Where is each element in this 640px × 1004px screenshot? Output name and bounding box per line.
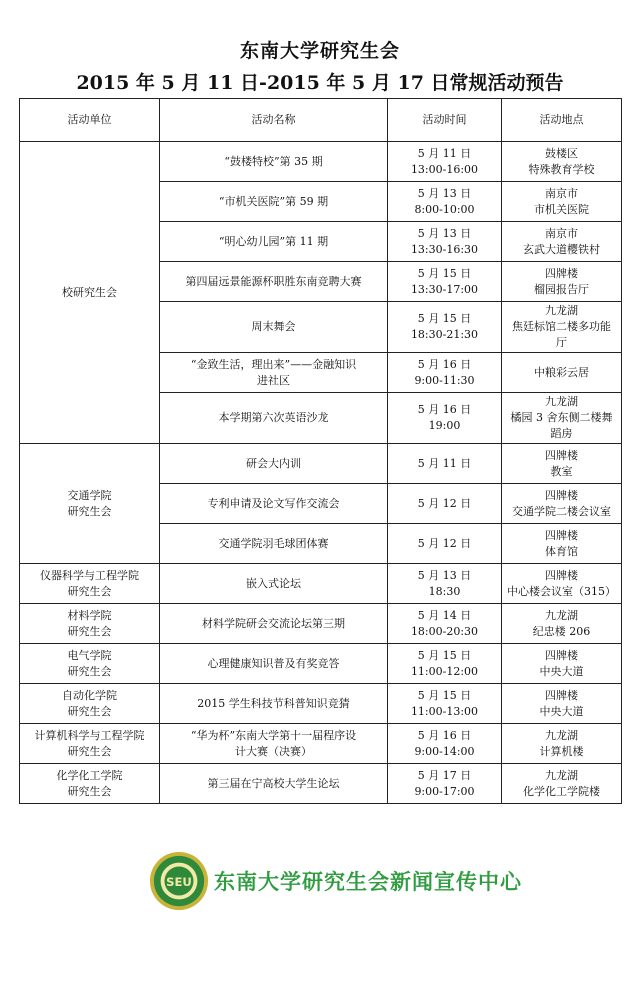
table-row xyxy=(20,644,622,684)
activity-name-cell xyxy=(160,302,388,353)
time-line: 9:00-14:00 xyxy=(414,744,475,758)
time-line: 13:30-17:00 xyxy=(410,282,479,296)
table-header-row xyxy=(20,99,622,142)
unit-line: 化学化工学院 xyxy=(56,768,123,782)
activity-name-cell xyxy=(160,222,388,262)
place-line: 厅 xyxy=(556,336,567,349)
activity-name-cell xyxy=(160,182,388,222)
name-line: “明心幼儿园”第 11 期 xyxy=(218,234,329,248)
place-line: 九龙湖 xyxy=(545,728,578,742)
activity-place-cell xyxy=(502,724,622,764)
page-subtitle: 2015 年 5 月 11 日-2015 年 5 月 17 日常规活动预告 xyxy=(76,72,564,94)
activity-time-cell xyxy=(388,393,502,444)
unit-line: 仪器科学与工程学院 xyxy=(40,568,139,582)
name-line: 第四届远景能源杯职胜东南竞聘大赛 xyxy=(185,274,362,288)
activity-time-cell xyxy=(388,764,502,804)
place-line: 四牌楼 xyxy=(545,448,578,462)
time-line: 5 月 15 日 xyxy=(417,266,472,280)
time-line: 5 月 15 日 xyxy=(417,648,472,662)
time-line: 19:00 xyxy=(428,419,461,432)
activity-time-cell xyxy=(388,644,502,684)
time-line: 5 月 16 日 xyxy=(417,357,472,371)
activity-name-cell xyxy=(160,484,388,524)
name-line: “市机关医院”第 59 期 xyxy=(218,194,329,208)
table-row xyxy=(20,142,622,182)
unit-line: 研究生会 xyxy=(67,624,112,638)
place-line: 焦廷标馆二楼多功能 xyxy=(512,320,611,333)
unit-line: 计算机科学与工程学院 xyxy=(34,728,145,742)
time-line: 5 月 15 日 xyxy=(417,688,472,702)
name-line: 本学期第六次英语沙龙 xyxy=(218,411,329,424)
name-line: 嵌入式论坛 xyxy=(246,576,301,590)
time-line: 13:00-16:00 xyxy=(410,162,479,176)
activity-place-cell xyxy=(502,484,622,524)
place-line: 教室 xyxy=(550,464,573,478)
place-line: 九龙湖 xyxy=(545,395,578,408)
activity-time-cell xyxy=(388,302,502,353)
time-line: 18:30 xyxy=(428,584,461,598)
unit-line: 电气学院 xyxy=(67,648,112,662)
activity-time-cell xyxy=(388,353,502,393)
time-line: 5 月 13 日 xyxy=(417,568,472,582)
activity-name-cell xyxy=(160,644,388,684)
page-title: 东南大学研究生会 xyxy=(239,40,400,62)
place-line: 纪忠楼 206 xyxy=(532,624,591,638)
place-line: 交通学院二楼会议室 xyxy=(512,504,611,518)
unit-line: 研究生会 xyxy=(67,504,112,518)
activity-time-cell xyxy=(388,142,502,182)
activity-time-cell xyxy=(388,604,502,644)
place-line: 中心楼会议室（315） xyxy=(507,584,616,598)
time-line: 5 月 17 日 xyxy=(417,768,472,782)
name-line: 第三届在宁高校大学生论坛 xyxy=(207,776,340,790)
unit-cell xyxy=(20,684,160,724)
activity-place-cell xyxy=(502,644,622,684)
header-unit: 活动单位 xyxy=(20,99,160,142)
activity-name-cell xyxy=(160,604,388,644)
name-line: 交通学院羽毛球团体赛 xyxy=(218,536,329,550)
activity-time-cell xyxy=(388,724,502,764)
table-row xyxy=(20,764,622,804)
time-line: 18:30-21:30 xyxy=(410,328,479,341)
activity-place-cell xyxy=(502,564,622,604)
place-line: 四牌楼 xyxy=(545,488,578,502)
activity-place-cell xyxy=(502,302,622,353)
activity-place-cell xyxy=(502,182,622,222)
time-line: 5 月 12 日 xyxy=(417,496,472,510)
time-line: 5 月 11 日 xyxy=(417,146,472,160)
time-line: 18:00-20:30 xyxy=(410,624,479,638)
place-line: 九龙湖 xyxy=(545,608,578,622)
activity-time-cell xyxy=(388,524,502,564)
name-line: “华为杯”东南大学第十一届程序设 xyxy=(190,728,357,742)
footer xyxy=(148,846,578,916)
unit-line: 研究生会 xyxy=(67,744,112,758)
place-line: 榴园报告厅 xyxy=(534,282,589,296)
name-line: 心理健康知识普及有奖竞答 xyxy=(207,656,340,670)
place-line: 化学化工学院楼 xyxy=(523,784,600,798)
unit-line: 研究生会 xyxy=(67,784,112,798)
place-line: 中粮彩云居 xyxy=(534,365,589,379)
name-line: 材料学院研会交流论坛第三期 xyxy=(202,616,345,630)
time-line: 9:00-11:30 xyxy=(414,373,475,387)
place-line: 四牌楼 xyxy=(545,528,578,542)
header-place: 活动地点 xyxy=(502,99,622,142)
name-line: 研会大内训 xyxy=(246,456,301,470)
activity-place-cell xyxy=(502,444,622,484)
time-line: 5 月 14 日 xyxy=(417,608,472,622)
unit-cell xyxy=(20,724,160,764)
unit-line: 交通学院 xyxy=(67,488,112,502)
time-line: 5 月 16 日 xyxy=(417,728,472,742)
name-line: 周末舞会 xyxy=(251,320,296,333)
activity-name-cell xyxy=(160,353,388,393)
table-row xyxy=(20,604,622,644)
activity-time-cell xyxy=(388,564,502,604)
activity-place-cell xyxy=(502,524,622,564)
time-line: 9:00-17:00 xyxy=(414,784,475,798)
name-line: 进社区 xyxy=(257,373,290,387)
activity-time-cell xyxy=(388,684,502,724)
activity-time-cell xyxy=(388,182,502,222)
time-line: 8:00-10:00 xyxy=(414,202,475,216)
activity-time-cell xyxy=(388,484,502,524)
activity-time-cell xyxy=(388,262,502,302)
time-line: 11:00-12:00 xyxy=(410,664,479,678)
place-line: 橘园 3 舍东侧二楼舞 xyxy=(510,411,613,424)
place-line: 市机关医院 xyxy=(534,202,589,216)
unit-cell xyxy=(20,764,160,804)
unit-cell xyxy=(20,564,160,604)
place-line: 四牌楼 xyxy=(545,648,578,662)
unit-cell xyxy=(20,142,160,444)
activity-place-cell xyxy=(502,142,622,182)
table-row xyxy=(20,444,622,484)
activity-place-cell xyxy=(502,684,622,724)
place-line: 中央大道 xyxy=(539,664,584,678)
activity-name-cell xyxy=(160,524,388,564)
activity-place-cell xyxy=(502,262,622,302)
table-row xyxy=(20,724,622,764)
place-line: 计算机楼 xyxy=(539,744,584,758)
name-line: “鼓楼特校”第 35 期 xyxy=(224,154,323,168)
name-line: “金致生活，理出来”——金融知识 xyxy=(190,357,357,371)
activity-place-cell xyxy=(502,222,622,262)
svg-text:SEU: SEU xyxy=(166,874,192,889)
unit-line: 材料学院 xyxy=(67,608,112,622)
activity-place-cell xyxy=(502,353,622,393)
activity-time-cell xyxy=(388,444,502,484)
unit-cell xyxy=(20,644,160,684)
place-line: 九龙湖 xyxy=(545,304,578,317)
activity-name-cell xyxy=(160,444,388,484)
time-line: 5 月 12 日 xyxy=(417,536,472,550)
header-time: 活动时间 xyxy=(388,99,502,142)
time-line: 5 月 15 日 xyxy=(417,312,472,325)
unit-line: 校研究生会 xyxy=(62,285,117,299)
activity-name-cell xyxy=(160,142,388,182)
time-line: 5 月 11 日 xyxy=(417,456,472,470)
activity-place-cell xyxy=(502,764,622,804)
unit-line: 研究生会 xyxy=(67,664,112,678)
activity-name-cell xyxy=(160,393,388,444)
seu-logo-icon xyxy=(148,850,210,912)
activity-name-cell xyxy=(160,262,388,302)
unit-line: 自动化学院 xyxy=(62,688,117,702)
place-line: 蹈房 xyxy=(550,427,573,440)
unit-cell xyxy=(20,444,160,564)
unit-line: 研究生会 xyxy=(67,704,112,718)
place-line: 南京市 xyxy=(545,226,578,240)
time-line: 5 月 13 日 xyxy=(417,226,472,240)
place-line: 玄武大道樱铁村 xyxy=(523,242,600,256)
activity-name-cell xyxy=(160,564,388,604)
name-line: 专利申请及论文写作交流会 xyxy=(207,496,340,510)
footer-title: 东南大学研究生会新闻宣传中心 xyxy=(214,870,522,894)
unit-line: 研究生会 xyxy=(67,584,112,598)
table-row xyxy=(20,684,622,724)
header-name: 活动名称 xyxy=(160,99,388,142)
unit-cell xyxy=(20,604,160,644)
place-line: 四牌楼 xyxy=(545,266,578,280)
place-line: 中央大道 xyxy=(539,704,584,718)
activity-name-cell xyxy=(160,684,388,724)
name-line: 计大赛（决赛） xyxy=(235,744,312,758)
schedule-table xyxy=(19,98,622,804)
time-line: 5 月 13 日 xyxy=(417,186,472,200)
place-line: 鼓楼区 xyxy=(545,146,578,160)
activity-time-cell xyxy=(388,222,502,262)
place-line: 体育馆 xyxy=(545,544,578,558)
place-line: 南京市 xyxy=(545,186,578,200)
place-line: 四牌楼 xyxy=(545,568,578,582)
place-line: 特殊教育学校 xyxy=(528,162,595,176)
table-body xyxy=(20,142,622,804)
activity-place-cell xyxy=(502,604,622,644)
activity-name-cell xyxy=(160,764,388,804)
table-row xyxy=(20,564,622,604)
activity-place-cell xyxy=(502,393,622,444)
time-line: 11:00-13:00 xyxy=(410,704,479,718)
place-line: 九龙湖 xyxy=(545,768,578,782)
time-line: 13:30-16:30 xyxy=(410,242,479,256)
activity-name-cell xyxy=(160,724,388,764)
name-line: 2015 学生科技节科普知识竞猜 xyxy=(197,696,350,710)
time-line: 5 月 16 日 xyxy=(417,403,472,416)
place-line: 四牌楼 xyxy=(545,688,578,702)
